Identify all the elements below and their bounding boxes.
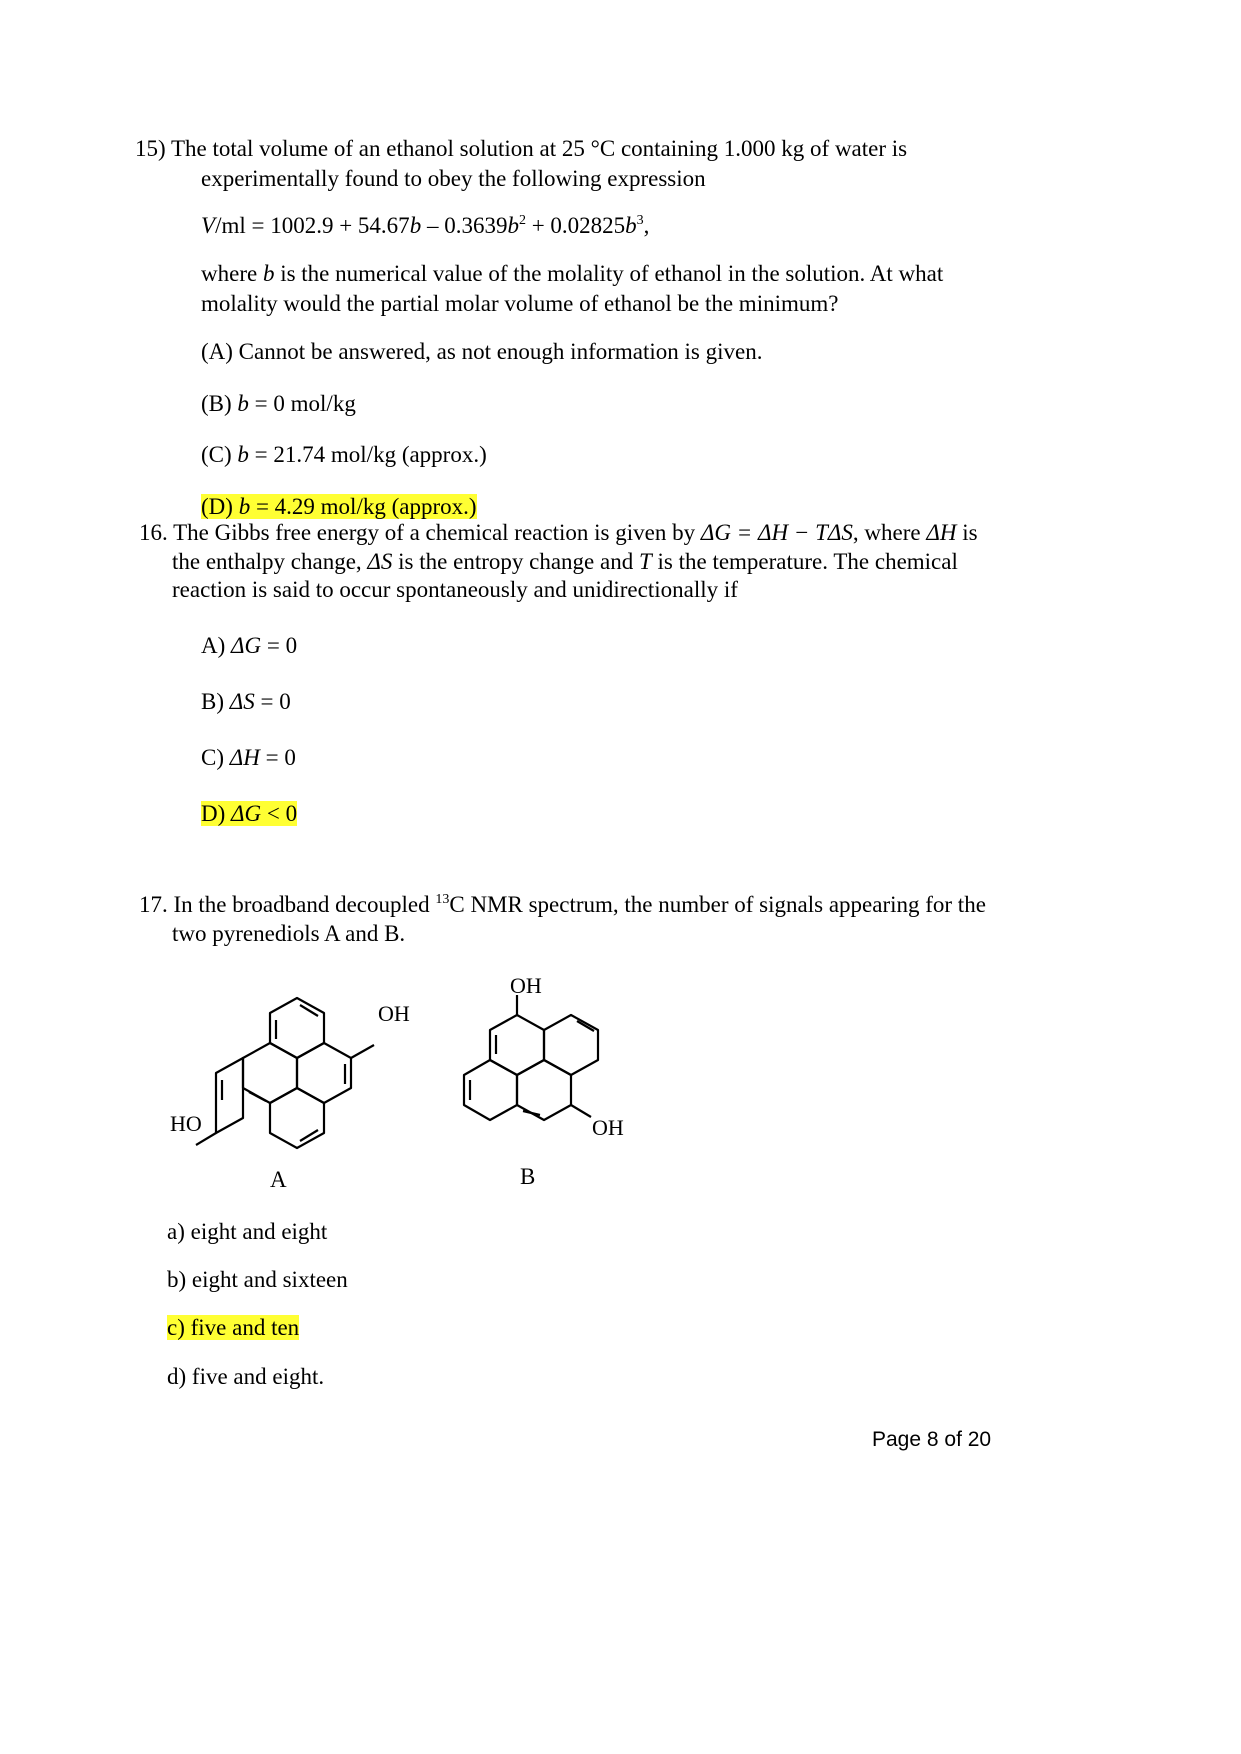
q15-answer-highlight: (D) b = 4.29 mol/kg (approx.) [201, 494, 477, 519]
q16-option-b: B) ΔS = 0 [201, 689, 291, 714]
q16-option-d [201, 800, 297, 828]
q16-option-a: A) ΔG = 0 [201, 633, 298, 658]
q15-option-a: (A) Cannot be answered, as not enough information is given. [201, 339, 763, 364]
q16-line3: reaction is said to occur spontaneously and unidirectionally if [172, 577, 738, 602]
q15-option-d [201, 493, 477, 521]
molecule-a-caption: A [270, 1167, 287, 1192]
q15-line3: where b is the numerical value of the molality of ethanol in the solution. At what [201, 261, 944, 286]
q17-option-b: b) eight and sixteen [167, 1267, 348, 1292]
q15-line4: molality would the partial molar volume of ethanol be the minimum? [201, 291, 839, 316]
q16-line2: the enthalpy change, ΔS is the entropy change and T is the temperature. The chemical [172, 549, 958, 574]
molecule-b [450, 990, 670, 1170]
molecule-b-caption: B [520, 1164, 536, 1189]
molecule-a-rings [216, 998, 351, 1148]
q17-line1: 17. In the broadband decoupled $^{13}$C NMR spectrum, the number of signals appearing for the [139, 892, 986, 917]
q17-answer-highlight: c) five and ten [167, 1315, 300, 1340]
q17-line2: two pyrenediols A and B. [172, 921, 406, 946]
q17-option-a: a) eight and eight [167, 1219, 328, 1244]
q17-option-d: d) five and eight. [167, 1364, 325, 1389]
q15-option-b: (B) b = 0 mol/kg [201, 391, 356, 416]
molecule-a-ho-label: HO [170, 1111, 202, 1136]
molecule-b-oh-bottom-label: OH [592, 1115, 624, 1140]
molecule-b-oh-top-label: OH [510, 973, 542, 998]
molecule-b-rings [464, 1015, 598, 1120]
q15-line1 [135, 135, 907, 163]
q16-option-c: C) ΔH = 0 [201, 745, 296, 770]
q15-lead: 15) The total volume of an ethanol solution at 25 °C containing 1.000 kg of water is [135, 136, 908, 161]
q17-option-c [167, 1314, 299, 1342]
q15-line2: experimentally found to obey the following expression [201, 166, 706, 191]
q16-line1: 16. The Gibbs free energy of a chemical reaction is given by ΔG = ΔH − TΔS, where ΔH is [139, 520, 978, 545]
q16-answer-highlight: D) ΔG < 0 [201, 801, 298, 826]
page-number: Page 8 of 20 [872, 1428, 992, 1451]
q15-option-c: (C) b = 21.74 mol/kg (approx.) [201, 442, 487, 467]
q15-equation: $V/ml = 1002.9 + 54.67b - 0.3639b^2 + 0.02825b^3$, [201, 213, 650, 238]
molecule-a-oh-label: OH [378, 1001, 410, 1026]
